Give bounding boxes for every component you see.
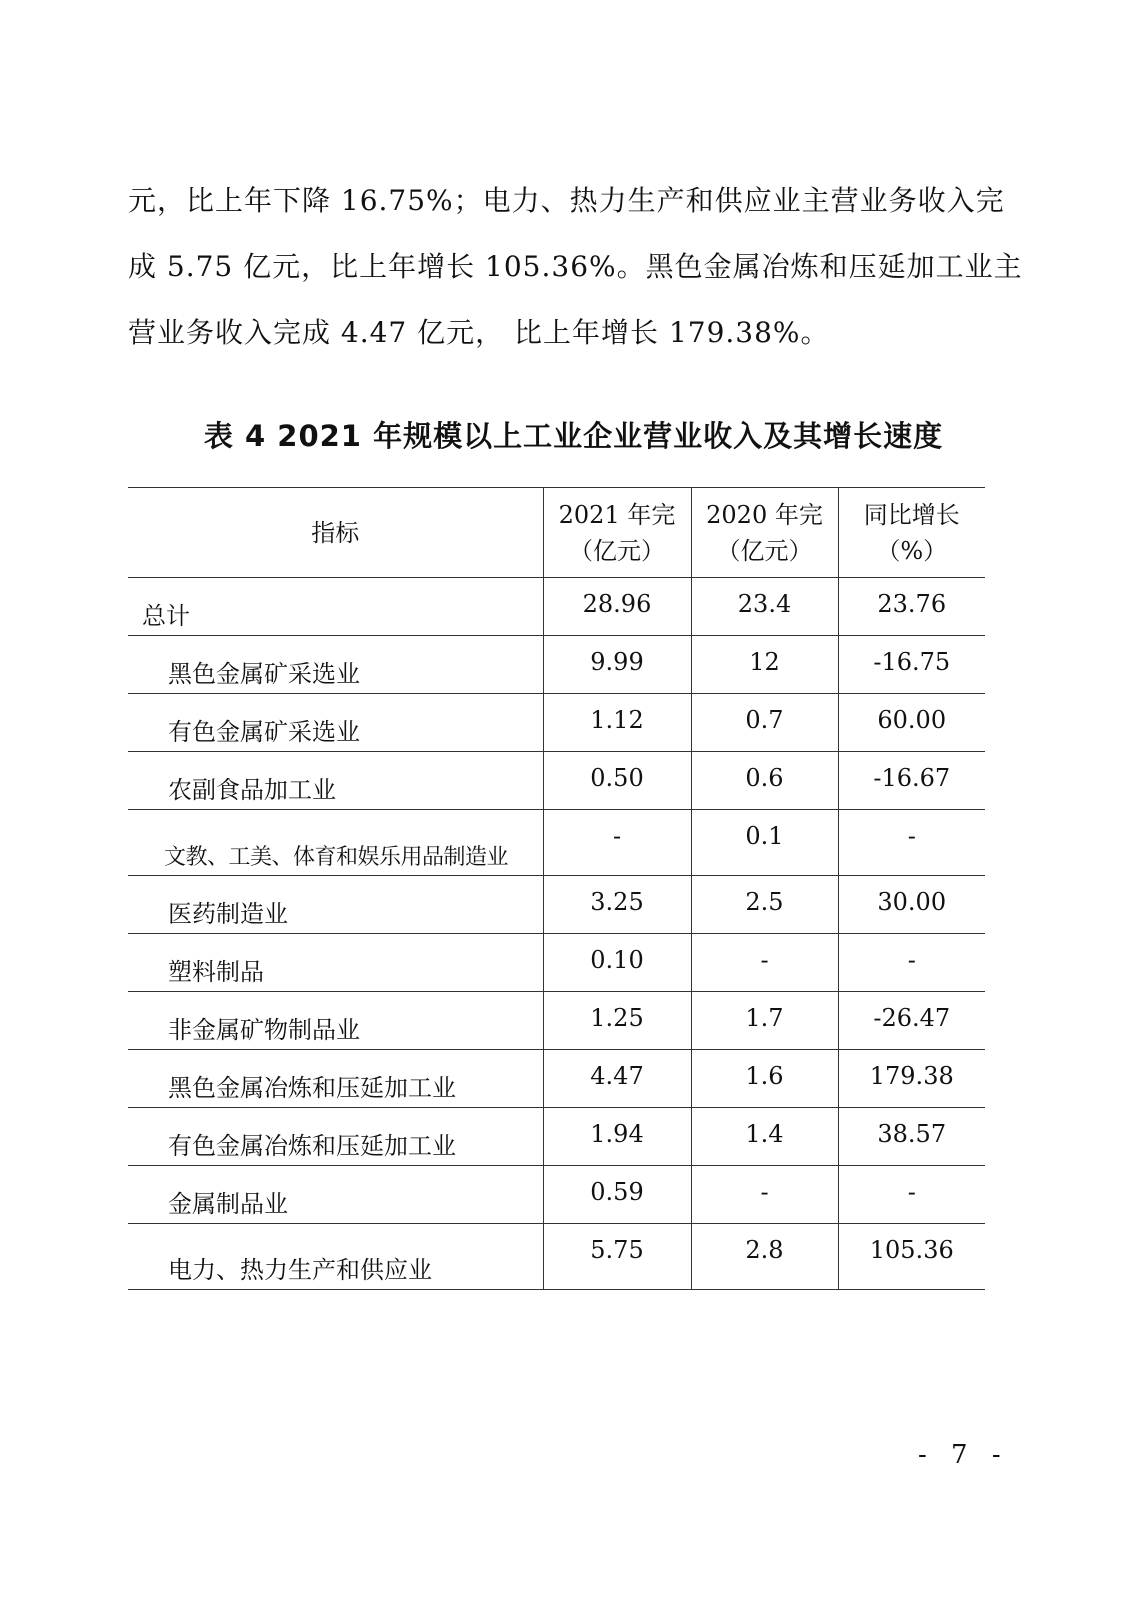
- row-name: 金属制品业: [128, 1166, 543, 1224]
- table-row-total: [128, 578, 985, 636]
- header-2021: 2021 年完 （亿元）: [543, 488, 691, 578]
- row-name: 有色金属矿采选业: [128, 694, 543, 752]
- row-name: 医药制造业: [128, 876, 543, 934]
- paragraph-line-2: 成 5.75 亿元，比上年增长 105.36%。黑色金属冶炼和压延加工业主: [128, 250, 1023, 283]
- value-2020: 12: [691, 636, 838, 694]
- table-row: [128, 1050, 985, 1108]
- page-number: - 7 -: [918, 1440, 1009, 1470]
- value-2021: 1.94: [543, 1108, 691, 1166]
- value-growth: 179.38: [838, 1050, 985, 1108]
- paragraph-line-1: 元，比上年下降 16.75%；电力、热力生产和供应业主营业务收入完: [128, 184, 1005, 217]
- value-2021: -: [543, 810, 691, 876]
- value-2020: 1.6: [691, 1050, 838, 1108]
- row-name: 农副食品加工业: [128, 752, 543, 810]
- row-name: 黑色金属矿采选业: [128, 636, 543, 694]
- value-2020: 0.6: [691, 752, 838, 810]
- value-growth: -16.67: [838, 752, 985, 810]
- body-paragraph: [128, 168, 1023, 366]
- value-growth: 30.00: [838, 876, 985, 934]
- row-name: 文教、工美、体育和娱乐用品制造业: [128, 810, 543, 876]
- value-2021: 0.10: [543, 934, 691, 992]
- value-growth: 38.57: [838, 1108, 985, 1166]
- revenue-table: [128, 487, 985, 1290]
- value-growth: -: [838, 934, 985, 992]
- value-2020: 1.7: [691, 992, 838, 1050]
- table-row: [128, 992, 985, 1050]
- value-2020: 2.5: [691, 876, 838, 934]
- table-row: [128, 636, 985, 694]
- value-2020: 23.4: [691, 578, 838, 636]
- value-2021: 0.59: [543, 1166, 691, 1224]
- table-row: [128, 810, 985, 876]
- value-2021: 28.96: [543, 578, 691, 636]
- value-growth: -: [838, 810, 985, 876]
- row-name: 黑色金属冶炼和压延加工业: [128, 1050, 543, 1108]
- value-growth: -26.47: [838, 992, 985, 1050]
- value-growth: 105.36: [838, 1224, 985, 1290]
- value-growth: 23.76: [838, 578, 985, 636]
- row-name: 总计: [128, 578, 543, 636]
- table-row: [128, 1166, 985, 1224]
- value-2020: 0.1: [691, 810, 838, 876]
- value-2021: 9.99: [543, 636, 691, 694]
- table-row: [128, 752, 985, 810]
- row-name: 有色金属冶炼和压延加工业: [128, 1108, 543, 1166]
- value-2020: 0.7: [691, 694, 838, 752]
- header-growth: 同比增长 （%）: [838, 488, 985, 578]
- value-2020: 1.4: [691, 1108, 838, 1166]
- value-2021: 0.50: [543, 752, 691, 810]
- value-2021: 4.47: [543, 1050, 691, 1108]
- row-name: 非金属矿物制品业: [128, 992, 543, 1050]
- value-2020: -: [691, 934, 838, 992]
- header-indicator: 指标: [128, 488, 543, 578]
- table-row: [128, 1108, 985, 1166]
- header-2020: 2020 年完 （亿元）: [691, 488, 838, 578]
- value-2020: 2.8: [691, 1224, 838, 1290]
- value-2020: -: [691, 1166, 838, 1224]
- table-row: [128, 1224, 985, 1290]
- row-name: 电力、热力生产和供应业: [128, 1224, 543, 1290]
- value-2021: 5.75: [543, 1224, 691, 1290]
- table-row: [128, 934, 985, 992]
- table-header-row: [128, 488, 985, 578]
- value-2021: 3.25: [543, 876, 691, 934]
- value-growth: -: [838, 1166, 985, 1224]
- paragraph-line-3: 营业务收入完成 4.47 亿元， 比上年增长 179.38%。: [128, 316, 830, 349]
- value-2021: 1.25: [543, 992, 691, 1050]
- table-row: [128, 876, 985, 934]
- value-growth: 60.00: [838, 694, 985, 752]
- table-title: 表 4 2021 年规模以上工业企业营业收入及其增长速度: [203, 419, 944, 453]
- value-2021: 1.12: [543, 694, 691, 752]
- value-growth: -16.75: [838, 636, 985, 694]
- table-row: [128, 694, 985, 752]
- row-name: 塑料制品: [128, 934, 543, 992]
